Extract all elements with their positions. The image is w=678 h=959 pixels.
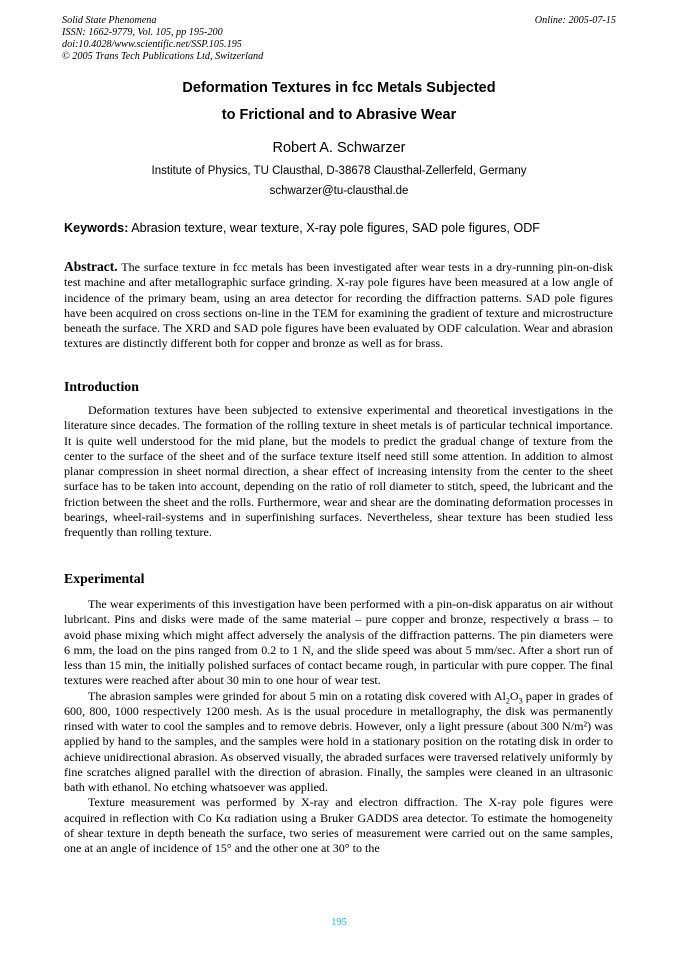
author-email[interactable]: schwarzer@tu-clausthal.de [269,185,409,197]
paper-title-line-2: to Frictional and to Abrasive Wear [221,107,457,123]
paper-title-line-1: Deformation Textures in fcc Metals Subjected [182,80,496,96]
experimental-paragraph-2 [64,689,613,796]
journal-name: Solid State Phenomena [62,15,157,26]
experimental-section [64,597,613,856]
experimental-paragraph-1: The wear experiments of this investigation have been performed with a pin-on-disk apparatus on air without lubricant. Pins and disks were made of the same material – pure copper and bronze, respectively α brass – to avoid phase mixing which might affect adversely the analysis of the diffraction patterns. The pin diameters were 6 mm, the load on the pins ranged from 0.2 to 1 N, and the slide speed was about 5 mm/sec. After a short run of less than 15 min, the initially polished surfaces of contact became rough, in particular with pure copper. The final textures were reached after about 30 min to one hour of wear test. [64,597,613,688]
keywords-text: Abrasion texture, wear texture, X-ray pole figures, SAD pole figures, ODF [131,221,540,235]
author-affiliation: Institute of Physics, TU Clausthal, D-38678 Clausthal-Zellerfeld, Germany [151,165,527,177]
journal-issn: ISSN: 1662-9779, Vol. 105, pp 195-200 [62,27,223,38]
journal-copyright: © 2005 Trans Tech Publications Ltd, Switzerland [62,51,264,62]
abstract [64,259,613,352]
journal-header [62,15,263,63]
page-number: 195 [331,917,347,928]
keywords [64,221,616,235]
p2-text-a: The abrasion samples were grinded for about 5 min on a rotating disk covered with Al [88,688,506,703]
p2-sub-2: 3 [518,695,523,705]
author-name: Robert A. Schwarzer [272,140,406,156]
abstract-label: Abstract. [64,259,118,274]
introduction-heading: Introduction [64,379,139,394]
introduction-paragraph: Deformation textures have been subjected to extensive experimental and theoretical investigations in the literature since decades. The formation of the rolling texture in sheet metals is of particular technical importance. It is quite well understood for the mid plane, but the models to predict the gradual change of texture from the center to the surface of the sheet and of the surface texture itself need still some attention. In addition to almost planar compression in sheet normal direction, a shear effect of increasing intensity from the center to the sheet surface has to be taken into account, depending on the ratio of roll diameter to stitch, speed, the lubricant and the friction between the sheet and the rolls. Furthermore, wear and shear are the dominating deformation processes in bearings, wheel-rail-systems and in superfinishing surfaces. Nevertheless, shear texture has been studied less frequently than rolling texture. [64,403,613,539]
online-date: Online: 2005-07-15 [534,15,616,26]
keywords-label: Keywords: [64,221,129,235]
abstract-text: The surface texture in fcc metals has been investigated after wear tests in a dry-running pin-on-disk test machine and after metallographic surface grinding. X-ray pole figures have been measured at a low angle of incidence of the primary beam, using an area detector for recording the diffraction patterns. SAD pole figures have been acquired on cross sections on-line in the TEM for examining the gradient of texture and microstructure beneath the surface. The XRD and SAD pole figures have been evaluated by ODF calculation. Wear and abrasion textures are distinctly different both for copper and bronze as well as for brass. [64,260,614,351]
introduction-section [64,403,613,540]
p2-text-b: O [509,688,519,703]
experimental-paragraph-3: Texture measurement was performed by X-ray and electron diffraction. The X-ray pole figures were acquired in reflection with Co Kα radiation using a Bruker GADDS area detector. To estimate the homogeneity of shear texture in depth beneath the surface, two series of measurement were carried out on the same samples, one at an angle of incidence of 15° and the other one at 30° to the [64,795,613,855]
journal-doi: doi:10.4028/www.scientific.net/SSP.105.195 [62,39,242,50]
experimental-heading: Experimental [64,571,145,586]
p2-text-c: paper in grades of 600, 800, 1000 respectively 1200 mesh. As is the usual procedure in metallography, the disk was permanently rinsed with water to cool the samples and to remove debris. However, only a light pressure (about 300 N/m²) was applied by hand to the samples, and the samples were hold in a stationary position on the rotating disk in order to achieve unidirectional abrasion. As observed visually, the abraded surfaces were traversed relatively uniformly by fine scratches aligned parallel with the direction of abrasion. Finally, the samples were cleaned in an ultrasonic bath with ethanol. No etching whatsoever was applied. [64,688,613,794]
p2-sub-1: 2 [505,695,510,705]
